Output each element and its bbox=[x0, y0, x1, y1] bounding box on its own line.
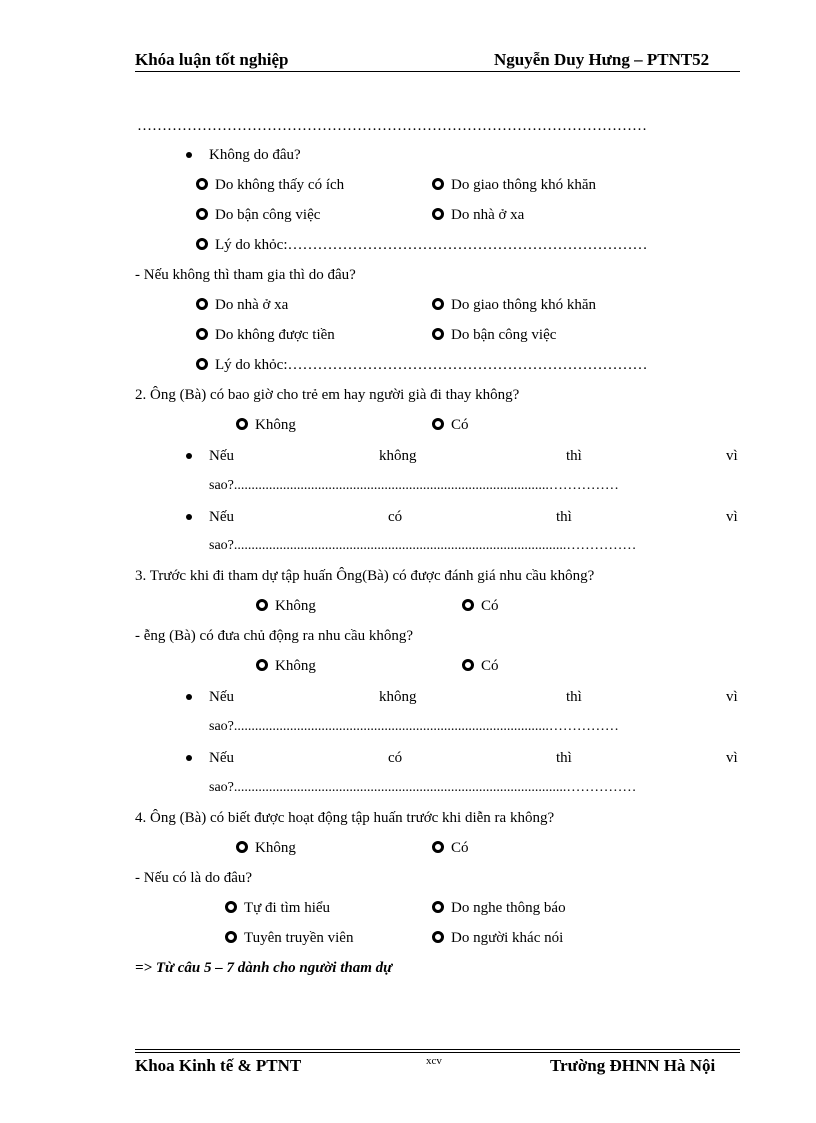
circle-bullet-icon bbox=[432, 931, 444, 943]
option-announcement: Do nghe thông báo bbox=[432, 899, 566, 917]
circle-bullet-icon bbox=[462, 659, 474, 671]
justified-word: có bbox=[388, 750, 403, 766]
question-sub: - ễng (Bà) có đưa chủ động ra nhu cầu không? bbox=[135, 628, 414, 644]
circle-bullet-icon bbox=[256, 599, 268, 611]
circle-bullet-icon bbox=[196, 178, 208, 190]
circle-bullet-icon bbox=[225, 901, 237, 913]
justified-word: Nếu bbox=[209, 750, 234, 766]
circle-bullet-icon bbox=[432, 178, 444, 190]
answer-line: sao?...............................................................................................…………… bbox=[209, 780, 637, 795]
dotted-line: ………………………………………………………………………………………… bbox=[137, 118, 647, 134]
section-note: => Từ câu 5 – 7 dành cho người tham dự bbox=[135, 960, 393, 976]
circle-bullet-icon bbox=[432, 328, 444, 340]
justified-word: thì bbox=[556, 750, 572, 766]
circle-bullet-icon bbox=[462, 599, 474, 611]
header-right: Nguyễn Duy Hưng – PTNT52 bbox=[494, 50, 710, 69]
circle-bullet-icon bbox=[196, 328, 208, 340]
option-no: Không bbox=[236, 839, 296, 857]
option-other: Lý do khỏc:……………………………………………………………… bbox=[196, 356, 648, 374]
circle-bullet-icon bbox=[196, 298, 208, 310]
question-2: 2. Ông (Bà) có bao giờ cho trẻ em hay người già đi thay không? bbox=[135, 387, 520, 403]
option-traffic: Do giao thông khó khăn bbox=[432, 176, 596, 194]
justified-word: không bbox=[379, 689, 417, 705]
option-yes: Có bbox=[432, 839, 469, 857]
option-yes: Có bbox=[462, 657, 499, 675]
question-sub: - Nếu không thì tham gia thì do đâu? bbox=[135, 267, 356, 283]
circle-bullet-icon bbox=[432, 841, 444, 853]
option-yes: Có bbox=[432, 416, 469, 434]
bullet-icon bbox=[186, 514, 192, 520]
answer-line: sao?..........................................................................................…………… bbox=[209, 719, 619, 734]
option-no-benefit: Do không thấy có ích bbox=[196, 176, 344, 194]
option-self-research: Tự đi tìm hiểu bbox=[225, 899, 330, 917]
option-traffic: Do giao thông khó khăn bbox=[432, 296, 596, 314]
justified-word: vì bbox=[726, 689, 738, 705]
circle-bullet-icon bbox=[236, 841, 248, 853]
circle-bullet-icon bbox=[432, 418, 444, 430]
circle-bullet-icon bbox=[196, 238, 208, 250]
question-sub: - Nếu có là do đâu? bbox=[135, 870, 253, 886]
option-no: Không bbox=[236, 416, 296, 434]
option-no: Không bbox=[256, 657, 316, 675]
circle-bullet-icon bbox=[196, 208, 208, 220]
circle-bullet-icon bbox=[256, 659, 268, 671]
footer-right: Trường ĐHNN Hà Nội bbox=[550, 1056, 716, 1075]
justified-word: Nếu bbox=[209, 509, 234, 525]
option-propagandist: Tuyên truyền viên bbox=[225, 929, 353, 947]
header-left: Khóa luận tốt nghiệp bbox=[135, 50, 289, 69]
question-4: 4. Ông (Bà) có biết được hoạt động tập huấn trước khi diễn ra không? bbox=[135, 810, 555, 826]
footer-rule bbox=[135, 1049, 740, 1050]
option-busy: Do bận công việc bbox=[196, 206, 320, 224]
justified-word: không bbox=[379, 448, 417, 464]
footer-rule bbox=[135, 1052, 740, 1053]
bullet-icon bbox=[186, 755, 192, 761]
option-yes: Có bbox=[462, 597, 499, 615]
option-busy: Do bận công việc bbox=[432, 326, 556, 344]
circle-bullet-icon bbox=[432, 298, 444, 310]
footer-left: Khoa Kinh tế & PTNT bbox=[135, 1056, 302, 1075]
circle-bullet-icon bbox=[196, 358, 208, 370]
circle-bullet-icon bbox=[236, 418, 248, 430]
justified-word: vì bbox=[726, 750, 738, 766]
justified-word: Nếu bbox=[209, 448, 234, 464]
justified-word: thì bbox=[566, 689, 582, 705]
justified-word: vì bbox=[726, 509, 738, 525]
option-far: Do nhà ở xa bbox=[196, 296, 288, 314]
circle-bullet-icon bbox=[225, 931, 237, 943]
question-3: 3. Trước khi đi tham dự tập huấn Ông(Bà) có được đánh giá nhu cầu không? bbox=[135, 568, 595, 584]
justified-word: vì bbox=[726, 448, 738, 464]
bullet-icon bbox=[186, 152, 192, 158]
header-rule bbox=[135, 71, 740, 72]
circle-bullet-icon bbox=[432, 901, 444, 913]
option-far: Do nhà ở xa bbox=[432, 206, 524, 224]
justified-word: thì bbox=[566, 448, 582, 464]
option-no-money: Do không được tiền bbox=[196, 326, 335, 344]
bullet-text: Không do đâu? bbox=[209, 147, 301, 163]
option-no: Không bbox=[256, 597, 316, 615]
answer-line: sao?..........................................................................................…………… bbox=[209, 478, 619, 493]
option-other: Lý do khỏc:……………………………………………………………… bbox=[196, 236, 648, 254]
bullet-icon bbox=[186, 453, 192, 459]
answer-line: sao?...............................................................................................…………… bbox=[209, 538, 637, 553]
page-number: xcv bbox=[426, 1055, 442, 1067]
justified-word: thì bbox=[556, 509, 572, 525]
justified-word: Nếu bbox=[209, 689, 234, 705]
option-word-of-mouth: Do người khác nói bbox=[432, 929, 563, 947]
justified-word: có bbox=[388, 509, 403, 525]
bullet-icon bbox=[186, 694, 192, 700]
circle-bullet-icon bbox=[432, 208, 444, 220]
